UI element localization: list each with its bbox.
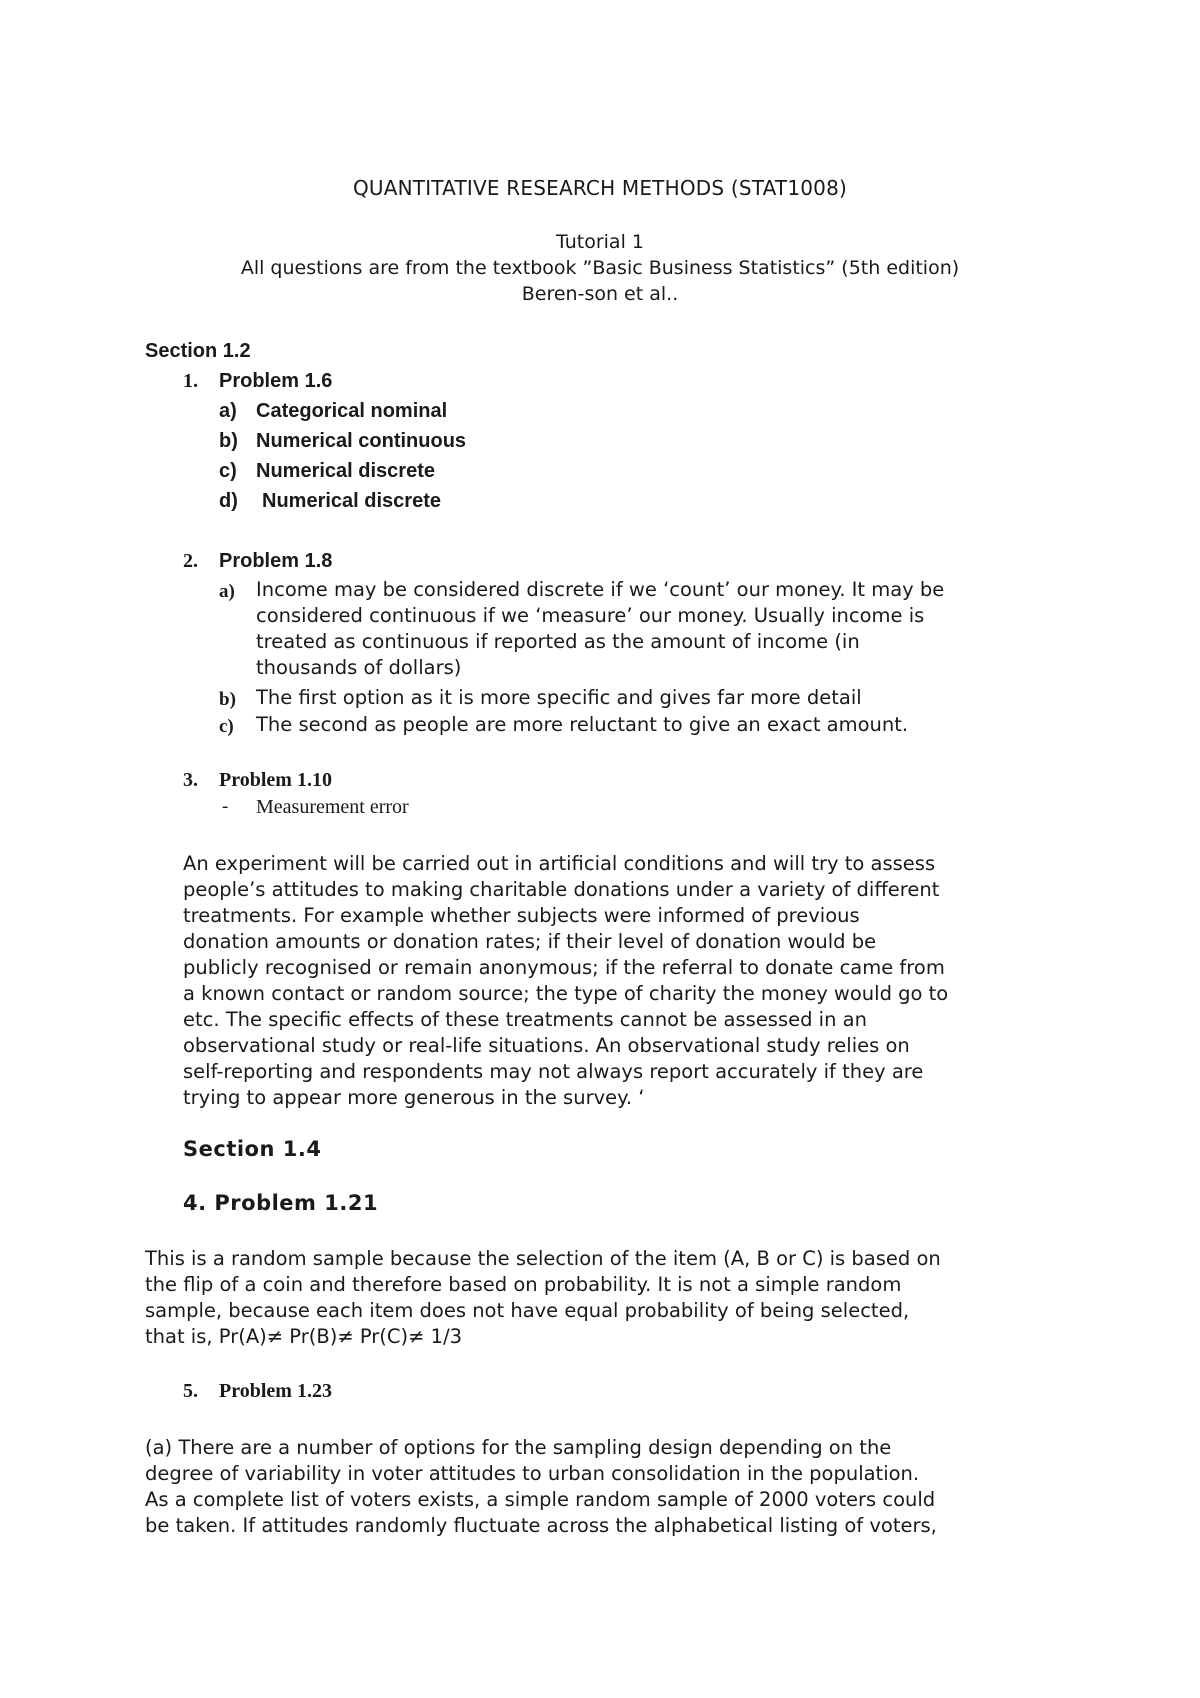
problem-number: 5. bbox=[183, 1380, 198, 1402]
answer-line: considered continuous if we ‘measure’ our money. Usually income is bbox=[256, 604, 925, 627]
list-item-label: d) bbox=[219, 490, 238, 512]
paragraph-line: observational study or real-life situations. An observational study relies on bbox=[183, 1034, 910, 1057]
list-item-label: a) bbox=[219, 400, 237, 422]
answer-line: thousands of dollars) bbox=[256, 656, 462, 679]
paragraph-line: This is a random sample because the selection of the item (A, B or C) is based on bbox=[145, 1247, 941, 1270]
paragraph-line: the flip of a coin and therefore based on probability. It is not a simple random bbox=[145, 1273, 902, 1296]
problem-title: 4. Problem 1.21 bbox=[183, 1191, 379, 1215]
document-title: QUANTITATIVE RESEARCH METHODS (STAT1008) bbox=[352, 176, 848, 200]
paragraph-line: degree of variability in voter attitudes to urban consolidation in the population. bbox=[145, 1462, 920, 1485]
tutorial-label: Tutorial 1 bbox=[556, 231, 644, 253]
answer-line: treated as continuous if reported as the amount of income (in bbox=[256, 630, 860, 653]
paragraph-line: people’s attitudes to making charitable donations under a variety of different bbox=[183, 878, 940, 901]
paragraph-line: that is, Pr(A)≠ Pr(B)≠ Pr(C)≠ 1/3 bbox=[145, 1325, 463, 1348]
list-item: Numerical continuous bbox=[256, 430, 467, 452]
paragraph-line: (a) There are a number of options for the sampling design depending on the bbox=[145, 1436, 892, 1459]
list-item: Categorical nominal bbox=[256, 400, 448, 422]
answer-line: Income may be considered discrete if we ‘count’ our money. It may be bbox=[256, 578, 945, 601]
list-item: Numerical discrete bbox=[262, 490, 441, 512]
paragraph-line: self-reporting and respondents may not always report accurately if they are bbox=[183, 1060, 924, 1083]
paragraph-line: be taken. If attitudes randomly fluctuate across the alphabetical listing of voters, bbox=[145, 1514, 937, 1537]
paragraph-line: publicly recognised or remain anonymous; if the referral to donate came from bbox=[183, 956, 945, 979]
list-item: Numerical discrete bbox=[256, 460, 435, 482]
section-heading-1-4: Section 1.4 bbox=[183, 1137, 322, 1161]
paragraph-line: a known contact or random source; the type of charity the money would go to bbox=[183, 982, 949, 1005]
list-item-label: c) bbox=[219, 716, 234, 737]
problem-title: Problem 1.10 bbox=[219, 769, 332, 791]
list-item-label: b) bbox=[219, 689, 236, 710]
problem-number: 2. bbox=[183, 550, 198, 572]
list-item-label: b) bbox=[219, 430, 238, 452]
list-item-label: a) bbox=[219, 581, 235, 602]
problem-number: 3. bbox=[183, 769, 198, 791]
paragraph-line: An experiment will be carried out in artificial conditions and will try to assess bbox=[183, 852, 936, 875]
problem-title: Problem 1.6 bbox=[219, 370, 333, 392]
problem-title: Problem 1.23 bbox=[219, 1380, 332, 1402]
list-dash: - bbox=[222, 796, 229, 817]
paragraph-line: donation amounts or donation rates; if their level of donation would be bbox=[183, 930, 877, 953]
answer-line: The second as people are more reluctant to give an exact amount. bbox=[256, 713, 909, 736]
paragraph-line: etc. The specific effects of these treatments cannot be assessed in an bbox=[183, 1008, 867, 1031]
problem-title: Problem 1.8 bbox=[219, 550, 333, 572]
source-line: All questions are from the textbook ”Basic Business Statistics” (5th edition) bbox=[240, 257, 960, 279]
section-heading-1-2: Section 1.2 bbox=[145, 340, 251, 362]
paragraph-line: sample, because each item does not have equal probability of being selected, bbox=[145, 1299, 910, 1322]
paragraph-line: trying to appear more generous in the survey. ‘ bbox=[183, 1086, 645, 1109]
authors-line: Beren-son et al.. bbox=[521, 283, 679, 305]
list-item: Measurement error bbox=[256, 796, 409, 818]
answer-line: The first option as it is more specific and gives far more detail bbox=[256, 686, 862, 709]
paragraph-line: treatments. For example whether subjects were informed of previous bbox=[183, 904, 860, 927]
paragraph-line: As a complete list of voters exists, a simple random sample of 2000 voters could bbox=[145, 1488, 936, 1511]
list-item-label: c) bbox=[219, 460, 237, 482]
problem-number: 1. bbox=[183, 370, 198, 392]
